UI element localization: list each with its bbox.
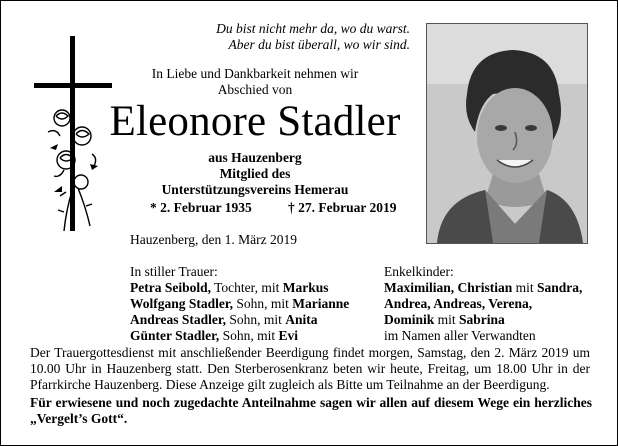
mourner-row [130,328,349,344]
mourner-name: Andreas Stadler, [130,312,227,327]
place-and-date: Hauzenberg, den 1. März 2019 [130,232,297,247]
mourners-list [130,264,349,344]
membership-line-1: Mitglied des [219,166,291,181]
partner-name: Sandra, [537,280,583,295]
quote-line-1: Du bist nicht mehr da, wo du warst. [216,21,410,36]
grandchildren-line-3 [384,312,582,328]
mourner-partner: Evi [278,328,299,343]
grandchildren-heading: Enkelkinder: [384,264,454,279]
mourner-partner: Markus [282,280,329,295]
mourner-relation: Tochter, mit [211,280,283,295]
mourner-relation: Sohn, mit [233,296,293,311]
mourner-relation: Sohn, mit [226,312,286,327]
mourner-row [130,296,349,312]
membership-line-2: Unterstützungsvereins Hemerau [161,182,349,197]
portrait-photo [426,23,588,244]
connector-text: mit [512,280,538,295]
thanks-text: Für erwiesene und noch zugedachte Anteilnahme sagen wir allen auf diesem Wege ein herzliches „Vergelt’s Gott“. [30,395,592,426]
partner-name: Sabrina [459,312,505,327]
deceased-details [130,150,380,198]
grandchildren-list [384,264,582,344]
grandchildren-names: Maximilian, Christian [384,280,513,295]
connector-text: mit [434,312,460,327]
grandchildren-names: Dominik [384,312,435,327]
mourner-row [130,280,349,296]
mourner-name: Petra Seibold, [130,280,211,295]
mourner-relation: Sohn, mit [219,328,279,343]
mourner-partner: Marianne [292,296,350,311]
grandchildren-line-2 [384,296,582,312]
intro-line-2: Abschied von [217,82,293,97]
quote-line-2: Aber du bist überall, wo wir sind. [228,37,410,52]
death-date: † 27. Februar 2019 [288,200,397,215]
life-dates [150,200,400,216]
origin-text: aus Hauzenberg [208,150,302,165]
intro-line-1: In Liebe und Dankbarkeit nehmen wir [151,66,359,81]
relatives-line: im Namen aller Verwandten [384,328,536,343]
mourner-name: Günter Stadler, [130,328,220,343]
mourners-heading: In stiller Trauer: [130,264,218,279]
memorial-quote [200,21,410,53]
grandchildren-names: Andrea, Andreas, Verena, [384,296,533,311]
grandchildren-line-1 [384,280,582,296]
mourner-partner: Anita [285,312,318,327]
birth-date: * 2. Februar 1935 [150,200,252,215]
funeral-notice: Der Trauergottesdienst mit anschließender Beerdigung findet morgen, Samstag, den 2. März 2019 um 10.00 Uhr in Hauzenberg statt. Den Sterberosenkranz beten wir heute, Freitag, um 18.00 Uhr in der Pfarrkirche Hauzenberg. Diese Anzeige gilt zugleich als Bitte um Teilnahme an der Beerdigung. [30,345,590,392]
deceased-name: Eleonore Stadler [109,98,401,145]
portrait-illustration [427,24,587,243]
mourner-row [130,312,349,328]
mourner-name: Wolfgang Stadler, [130,296,234,311]
intro-text [120,66,390,98]
